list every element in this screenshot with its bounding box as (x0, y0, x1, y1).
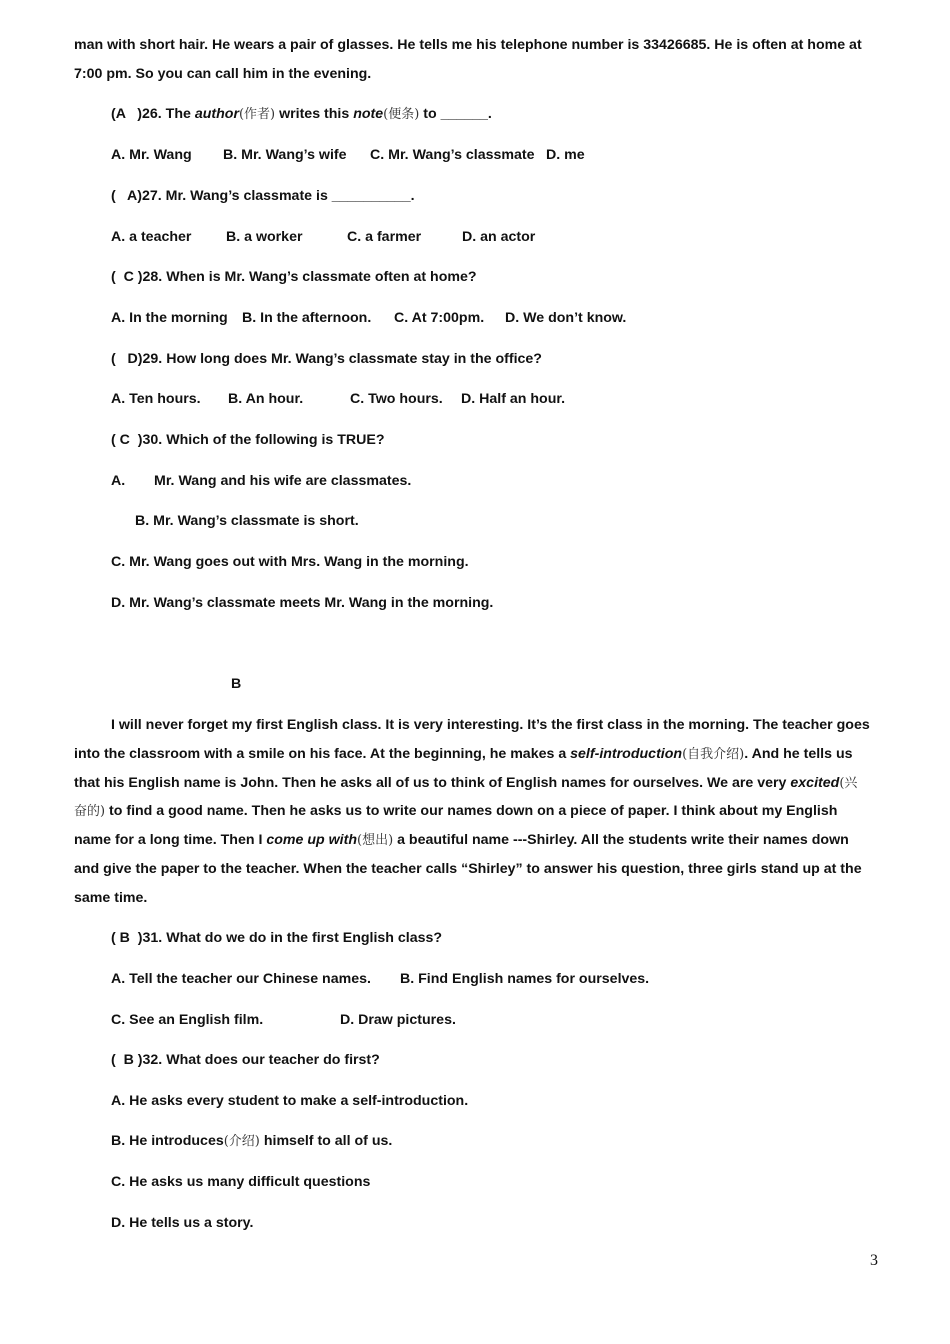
pb-l3-chinese: (兴 (839, 776, 858, 791)
q30-option-c: C. Mr. Wang goes out with Mrs. Wang in the morning. (111, 554, 469, 570)
q30-text: 30. Which of the following is TRUE? (142, 432, 385, 448)
passage-a-line-2: 7:00 pm. So you can call him in the evening. (74, 66, 372, 82)
q27-option-a: A. a teacher (111, 229, 192, 245)
q32-option-b-pre: B. He introduces (111, 1133, 224, 1149)
q31-option-b: B. Find English names for ourselves. (400, 971, 650, 987)
q29-option-b: B. An hour. (228, 391, 304, 407)
q28-option-a: A. In the morning (111, 310, 228, 326)
q30-option-b: B. Mr. Wang’s classmate is short. (135, 513, 359, 529)
question-32 (111, 1051, 380, 1069)
passage-b-line-5 (74, 831, 849, 850)
pb-l2-text-a: into the classroom with a smile on his face. At the beginning, he makes a (74, 746, 571, 762)
q29-text: 29. How long does Mr. Wang’s classmate stay in the office? (142, 351, 542, 367)
q32-option-c: C. He asks us many difficult questions (111, 1174, 371, 1190)
q28-option-d: D. We don’t know. (505, 310, 627, 326)
question-26 (111, 105, 492, 124)
answer-27: ( A) (111, 188, 142, 204)
pb-l3-text-a: that his English name is John. Then he asks all of us to think of English names for ourselves. We are very (74, 775, 791, 791)
q32-option-d: D. He tells us a story. (111, 1215, 254, 1231)
question-30 (111, 431, 385, 449)
q32-option-b (111, 1132, 392, 1151)
q26-chinese-note: (便条) (383, 107, 420, 122)
pb-l5-text-b: a beautiful name ---Shirley. All the students write their names down (393, 832, 849, 848)
question-27 (111, 187, 415, 205)
pb-l2-italic: self-introduction (570, 746, 683, 762)
q26-italic-note: note (353, 106, 384, 122)
q31-option-a: A. Tell the teacher our Chinese names. (111, 971, 371, 987)
q32-option-b-post: himself to all of us. (259, 1133, 393, 1149)
pb-l5-italic: come up with (266, 832, 357, 848)
pb-l4-text: to find a good name. Then he asks us to write our names down on a piece of paper. I think about my English (105, 803, 838, 819)
q26-text-3: to ______. (419, 106, 492, 122)
q29-option-c: C. Two hours. (350, 391, 443, 407)
answer-31: ( B ) (111, 930, 143, 946)
q27-text: 27. Mr. Wang’s classmate is __________. (142, 188, 415, 204)
q31-options-row-2 (111, 1011, 611, 1029)
q26-option-d: D. me (546, 147, 585, 163)
q31-option-d: D. Draw pictures. (340, 1012, 456, 1028)
q27-option-b: B. a worker (226, 229, 303, 245)
answer-29: ( D) (111, 351, 143, 367)
q27-option-c: C. a farmer (347, 229, 422, 245)
q32-option-b-chinese: (介绍) (223, 1134, 260, 1149)
pb-l5-text-a: name for a long time. Then I (74, 832, 267, 848)
q27-options (111, 228, 631, 246)
q28-option-b: B. In the afternoon. (242, 310, 372, 326)
q32-text: 32. What does our teacher do first? (142, 1052, 380, 1068)
passage-b-line-4 (74, 802, 837, 821)
q30-option-a (111, 472, 511, 490)
passage-a-line-1: man with short hair. He wears a pair of glasses. He tells me his telephone number is 33426685. He is often at home at (74, 37, 862, 53)
q26-option-c: C. Mr. Wang’s classmate (370, 147, 535, 163)
pb-l2-text-b: . And he tells us (744, 746, 853, 762)
section-b-heading: B (231, 676, 242, 692)
q28-options (111, 309, 671, 327)
q26-options (111, 146, 631, 164)
q26-option-a: A. Mr. Wang (111, 147, 192, 163)
q26-text-1: 26. The (142, 106, 195, 122)
pb-l2-chinese: (自我介绍) (682, 747, 745, 762)
question-29 (111, 350, 542, 368)
answer-26: (A ) (111, 106, 142, 122)
q29-option-a: A. Ten hours. (111, 391, 201, 407)
q32-option-a: A. He asks every student to make a self-introduction. (111, 1093, 469, 1109)
question-28 (111, 268, 477, 286)
q26-text-2: writes this (275, 106, 354, 122)
q28-text: 28. When is Mr. Wang’s classmate often at home? (142, 269, 477, 285)
pb-l5-chinese: (想出) (357, 833, 394, 848)
answer-30: ( C ) (111, 432, 143, 448)
passage-b-line-2 (74, 745, 853, 764)
q29-options (111, 390, 631, 408)
q28-option-c: C. At 7:00pm. (394, 310, 485, 326)
q26-chinese-author: (作者) (238, 107, 276, 122)
q31-options-row-1 (111, 970, 711, 988)
q29-option-d: D. Half an hour. (461, 391, 566, 407)
passage-b-line-6: and give the paper to the teacher. When the teacher calls “Shirley” to answer his question, three girls stand up at the (74, 861, 862, 877)
answer-32: ( B ) (111, 1052, 143, 1068)
q30-option-a-label: A. (111, 473, 126, 489)
q26-italic-author: author (194, 106, 239, 122)
page-number: 3 (870, 1252, 878, 1269)
q30-option-d: D. Mr. Wang’s classmate meets Mr. Wang in the morning. (111, 595, 494, 611)
passage-b-line-3 (74, 774, 857, 793)
pb-l4-chinese: 奋的) (74, 804, 106, 819)
passage-b-line-1: I will never forget my first English class. It is very interesting. It’s the first class in the morning. The teacher goes (111, 717, 870, 733)
passage-b-line-7: same time. (74, 890, 148, 906)
q31-text: 31. What do we do in the first English class? (142, 930, 443, 946)
pb-l3-italic: excited (790, 775, 840, 791)
q30-option-a-text: Mr. Wang and his wife are classmates. (154, 473, 412, 489)
answer-28: ( C ) (111, 269, 143, 285)
q31-option-c: C. See an English film. (111, 1012, 264, 1028)
question-31 (111, 929, 442, 947)
q27-option-d: D. an actor (462, 229, 536, 245)
q26-option-b: B. Mr. Wang’s wife (223, 147, 347, 163)
